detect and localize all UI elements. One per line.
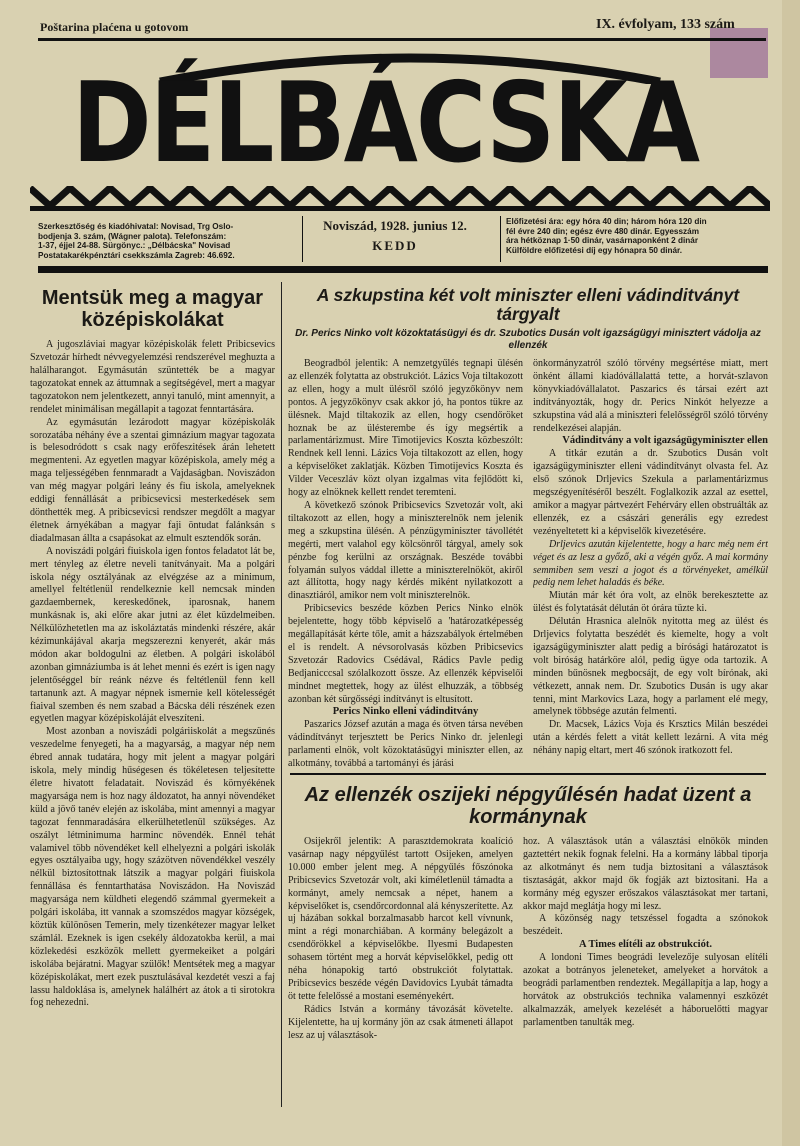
paragraph: A következő szónok Pribicsevics Szvetozár volt, aki tiltakozott az ellen, hogy a miniszterelnök nem jelenik meg a szkupstina ülésén. A pénzügyminiszter távollétét megérti, mert valahol egy kölcsönről tárgyal, amely sok pénzbe fog kerülni az országnak. Beszéde további folyamán sulyos váddal illette a miniszterelnököt, akiről azt állította, hogy nagy kérdés miként nyilatkozott a dinasztiáról, amikor nem volt miniszterelnök.: [288, 499, 523, 602]
top-article: [288, 282, 768, 768]
section-rule: [290, 773, 766, 775]
dateline-date: Noviszád, 1928. junius 12.: [323, 218, 467, 233]
paragraph: A jugoszláviai magyar középiskolák felett Pribicsevics Szvetozár hírhedt névvegyelemzési rendszerével meghuzta a halálharangot. Egymásután szüntették be a magyar tagozatokat ennek az áttumnak a segítségével, mert a magyar tagozatokon nem jelentkezett, annyi tanuló, mint amennyit, a rendelet minimálisan megállapit a tagozat fenntartására.: [30, 339, 275, 415]
masthead-title: DÉLBÁCSKA: [72, 58, 698, 188]
top-article-title: A szkupstina két volt miniszter elleni vádinditványt tárgyalt: [316, 285, 740, 324]
top-article-col2: [533, 358, 768, 768]
paragraph: Délután Hrasnica alelnök nyitotta meg az ülést és Drljevics folytatta beszédét és kiemelte, hogy a volt igazságügyminiszter alatt pedig a bírósági határozatot is volt biróság határköre alól, pedig ügye oda tartozik. A minden bűnösnek megbocsájt, de egy volt bírónak, aki vétkezett, annak nem. Dr. Szubotics Dusán is ugy akar tenni, mint Markovics Laza, hogy a parlament elé megy, amelynek többsége azután felmenti.: [533, 616, 768, 718]
subheading: A Times elítéli az obstrukciót.: [579, 939, 712, 951]
column-divider: [281, 282, 282, 1107]
info-divider: [500, 216, 501, 262]
publisher-line: Szerkesztőség és kiadóhivatal: Novisad, Trg Oslo-: [38, 222, 234, 231]
left-article-title: Mentsük meg a magyar középiskolákat: [41, 287, 264, 331]
paragraph: A közönség nagy tetszéssel fogadta a szónokok beszédeit.: [523, 913, 768, 938]
subscription-line: fél évre 240 din; egész évre 480 dinár. Egyesszám: [506, 226, 699, 236]
info-divider: [302, 216, 303, 262]
publisher-line: bodjenja 3. szám, (Wágner palota). Telefonszám:: [38, 231, 227, 241]
paragraph: Pribicsevics beszéde közben Perics Ninko elnök bejelentette, hogy több képviselő a 'határozatképesség megállapítását kérte tőle, amit a házszabályok értelmében el is rendelt. A névsorolvasás közben Pribicsevics Szvetozár Radovics Csédával, Rádics Pavle pedig Bedjanicccsal szólalkozott össze. Az ellenzék képviselői mindnet megtettek, hogy az ülést elhuzzák, a többség azonban két sürgősségi indítványt is eltusított.: [288, 603, 523, 705]
bottom-article-title: Az ellenzék oszijeki népgyűlésén hadat üzent a kormánynak: [304, 784, 752, 828]
paragraph: Dr. Macsek, Lázics Voja és Krsztics Milán beszédei után a kérdés felett a vitát kellett lezárni. A vita még néhány napig eltart, mert 46 szónok iratkozott fel.: [533, 719, 768, 757]
bottom-article: [288, 782, 768, 1112]
paragraph: Rádics István a kormány távozását követelte. Kijelentette, ha uj kormány jön az csak átmeneti állapot lesz az uj választások-: [288, 1003, 513, 1041]
masthead-underline: [30, 206, 770, 211]
paragraph: önkormányzatról szóló törvény megsértése miatt, mert önként állami kiadóvállalattá tette, a horvát-szlavon könyvkiadóvállalatot. Paszarics és társai ezért azt indítványozták, hogy dr. Perics Ninkót helyezze a szkupstina vád alá a miniszteri felelősségről szóló törvény rendelkezései alapján.: [533, 358, 768, 434]
subscription-line: Külföldre előfizetési díj egy hónapra 50 dinár.: [506, 245, 683, 255]
paragraph: A titkár ezután a dr. Szubotics Dusán volt igazságügyminiszter elleni vádindítványt olvasta fel. Az első szónok Drljevics Szekula a parlamentárizmus megszégyenítéséről beszélt. Foglalkozik azzal az esettel, amikor a magyar pártvezért Fehérváry ellen obstruálták az ellenzék, ez a császári generális egy ezredest vezényeltetett ki a képviselők kivezetésére.: [533, 448, 768, 537]
paragraph: hoz. A választások után a választási elnökök minden gaztettért nekik fognak felelni. Ha a kormány lábbal tiporja az alkotmányt és nem tudja biztositani a választások tisztaságát, akkor majd ők fogják azt biztositani. Ha a kormány még egyszer erőszakos választásokat mer tartani, akkor majd meglátja hogy mi lesz.: [523, 836, 768, 912]
subscription-line: Előfizetési ára: egy hóra 40 din; három hóra 120 din: [506, 217, 707, 226]
publisher-line: 1-37, éjjel 24-88. Sürgönyc.: „Délbácska" Novisad: [38, 241, 231, 251]
header-bottom-rule: [38, 266, 768, 273]
left-article: [30, 282, 275, 1107]
volume-note: IX. évfolyam, 133 szám: [596, 17, 735, 32]
publisher-line: Postatakarékpénztári csekkszámla Zagreb: 46.692.: [38, 250, 235, 260]
paragraph: Az egymásután lezárodott magyar középiskolák sorozatába néhány éve a szentai gimnázium magyar tagozata is belesodródott s csak nagy erőfeszitések árán lehetett megmenteni. Az egyetlen magyar középiskola, amely még a maga teljességében fennmaradt a Vajdaságban. Noviszádon van még magyar polgári leány és fiu iskola, amelyeknek eddigi fennállását a pribicsevicsi mesterkedések sem dönthették meg. A pribicsevicsi rendszer megdőlt a magyar életnek árnyékában a magyar faji öntudat falánksán s diadalmasan állta a csapásokat az elmult esztendők során.: [30, 416, 275, 544]
bottom-article-col1: [288, 836, 513, 1116]
paragraph: Miután már két óra volt, az elnök berekesztette az ülést és folytatását délután öt órára tüzte ki.: [533, 590, 768, 615]
top-rule: [38, 38, 766, 41]
publisher-info: [38, 222, 298, 260]
purple-stamp: [710, 28, 768, 78]
subscription-info: [506, 217, 768, 255]
paragraph: Drljevics azután kijelentette, hogy a harc még nem ért véget és az lesz a győző, aki a végén győz. A mai kormány semmiben sem veszi a jogot és a törvényeket, amélkül pedig nem lehet haladás és béke.: [533, 538, 768, 589]
masthead-zigzag: [30, 186, 770, 208]
paragraph: Paszarics József azután a maga és ötven társa nevében vádindítványt terjesztett be Perics Ninko dr. jelenlegi parlamenti elnök, volt közoktatásügyi miniszter ellen, az alkotmány, továbbá a tartományi és járási: [288, 719, 523, 768]
dateline-day: KEDD: [372, 238, 418, 253]
page-edge: [782, 0, 800, 1146]
subheading: Vádinditvány a volt igazságügyminiszter ellen: [562, 435, 768, 447]
postage-note: Poštarina plaćena u gotovom: [40, 20, 189, 34]
paragraph: A noviszádi polgári fiuiskola igen fontos feladatot lát be, mert tényleg az életre neveli tanítványait. Ma a polgári iskola négy osztályának az elvégzése az a minimum, amellyel feltétlenül rendelkeznie kell nemcsak minden gazdaembernek, kereskedőnek, iparosnak, hanem munkásnak is, aki előre akar jutni az élet küzdelmeiben. Nélkülözhetetlen ma az iskoláztatás mindenki részére, akár kézimunkájával akarja megszerezni kenyerét, akár más módon akar boldogulni az életben. A polgári iskolából azonban gimnáziumba is át lehet menni és ezért is igen nagy jelentőséggel bír reánk nézve és feltétlenül fenn kell tartanunk azt. A magyar népnek ismernie kell kötelességét fiaival szemben és nem szabad a Bácska déli részének ezen egyetlen magyar középiskoláját elveszíteni.: [30, 545, 275, 725]
paragraph: Beogradból jelentik: A nemzetgyűlés tegnapi ülésén az ellenzék folytatta az obstrukciót. Lázics Voja tiltakozott az ellen, hogy a mult ülésről szóló jegyzőkönyv nem pontos. A jegyzőkönyv csak akkor jó, ha pontos tükre az ülésnek. Majd tiltakozik az ellen, hogy csendőröket hoznak be az ülésterembe és így megsértik a parlamentárizmust. Mire Timotijevics Koszta közbeszólt: Rendnek kell lenni. Lázics Voja tiltakozott az ellen, hogy a képviselőket zaklatják. Közben Timotijevics Koszta és Vilder Veceszláv közt olyan izgalmas vita fejlődött ki, hogy az elnöknek kellett rendet teremteni.: [288, 358, 523, 499]
paragraph: Osijekről jelentik: A parasztdemokrata koalíció vasárnap nagy népgyűlést tartott Osijeken, amelyen 10.000 ember jelent meg. A népgyűlés főszónoka Pribicsevics Szvetozár volt, aki kíméletlenül támadta a kormányt, amely nemcsak a népet, hanem a képviselőket is, csendőrcordonnal alá kényszerítette. Az uj házában sokkal borzalmasabb harcot kell vívnunk, mint a régi monarchiában. A kormány belegázolt a csendőrökkel a képviselőkbe. Ilyesmi Budapesten sohasem történt meg a horvát képviselőkkel, pedig ott néha hónapokig tartó obstrukciót folytattak. Pribicsevics beszéde végén Davidovics Lyubát támadta öt tette felelőssé a mostani eseményekért.: [288, 836, 513, 1002]
paragraph: A londoni Times beográdi levelezője sulyosan elítéli azokat a botrányos jeleneteket, amelyeket a horvátok a beográdi parlamentben rendeztek. Megállapítja a lap, hogy a horvátok az obstrukciós technika valamennyi eszközét alkalmazzák, amelyek kezelését a háboruelőtti magyar parlamentben tanulták meg.: [523, 952, 768, 1028]
paragraph: Most azonban a noviszádi polgáriiskolát a megszünés veszedelme fenyegeti, ha a magyarság, a magyar nép nem ébred annak tudatára, hogy mit jelent a magyar polgári iskola, mely mindig hűségesen és tökéletesen teljesítette életre hivatott feladatait. Noviszád és környékének magyarsága nem is hoz nagy áldozatot, ha annyi növendéket küld a jövő tanév elején az iskolába, mint amennyi a magyar tagozat fennmaradására elkerülhetetlenül szükséges. Az oszályt létminimuma harminc növendék. Ennél tehát valamivel több növendéket kell elhelyezni a polgári iskolák egyes osztályaiba ugy, hogy százötven növendékkel veszély nélkül biztosítottnak látszik a magyar polgári fiuiskola fennállása és fenntarthatása Noviszádon. Ha Noviszád magyarsága nem küldheti elegendő számmal gyermekeit a polgári iskolába, itt vannak a szomszédos magyar községek, köztük különösen Temerin, mely tizenkétezer magyar lelket számlál. Ezeknek is igen csekély áldozatokba kerül, a mai közlekedési eszközök mellett gyermekeiket a polgári iskolába bejáratni. Magyar szülők! Mentsétek meg a magyar középiskolákat, mert ezek pusztulásával kezdetét veszi a faj lassu haldoklása is, amelynek halálhért az átok a ti sirotokra fog nehezedni.: [30, 726, 275, 1009]
left-article-body: [30, 339, 275, 1119]
subscription-line: ára hétköznap 1·50 dinár, vasárnaponként 2 dinár: [506, 236, 699, 246]
bottom-article-col2: [523, 836, 768, 1116]
subheading: Perics Ninko elleni vádinditvány: [332, 706, 479, 718]
top-article-subtitle: Dr. Perics Ninko volt közoktatásügyi és dr. Szubotics Dusán volt igazságügyi minisztert vádolja az ellenzék: [295, 328, 761, 351]
top-article-col1: [288, 358, 523, 768]
